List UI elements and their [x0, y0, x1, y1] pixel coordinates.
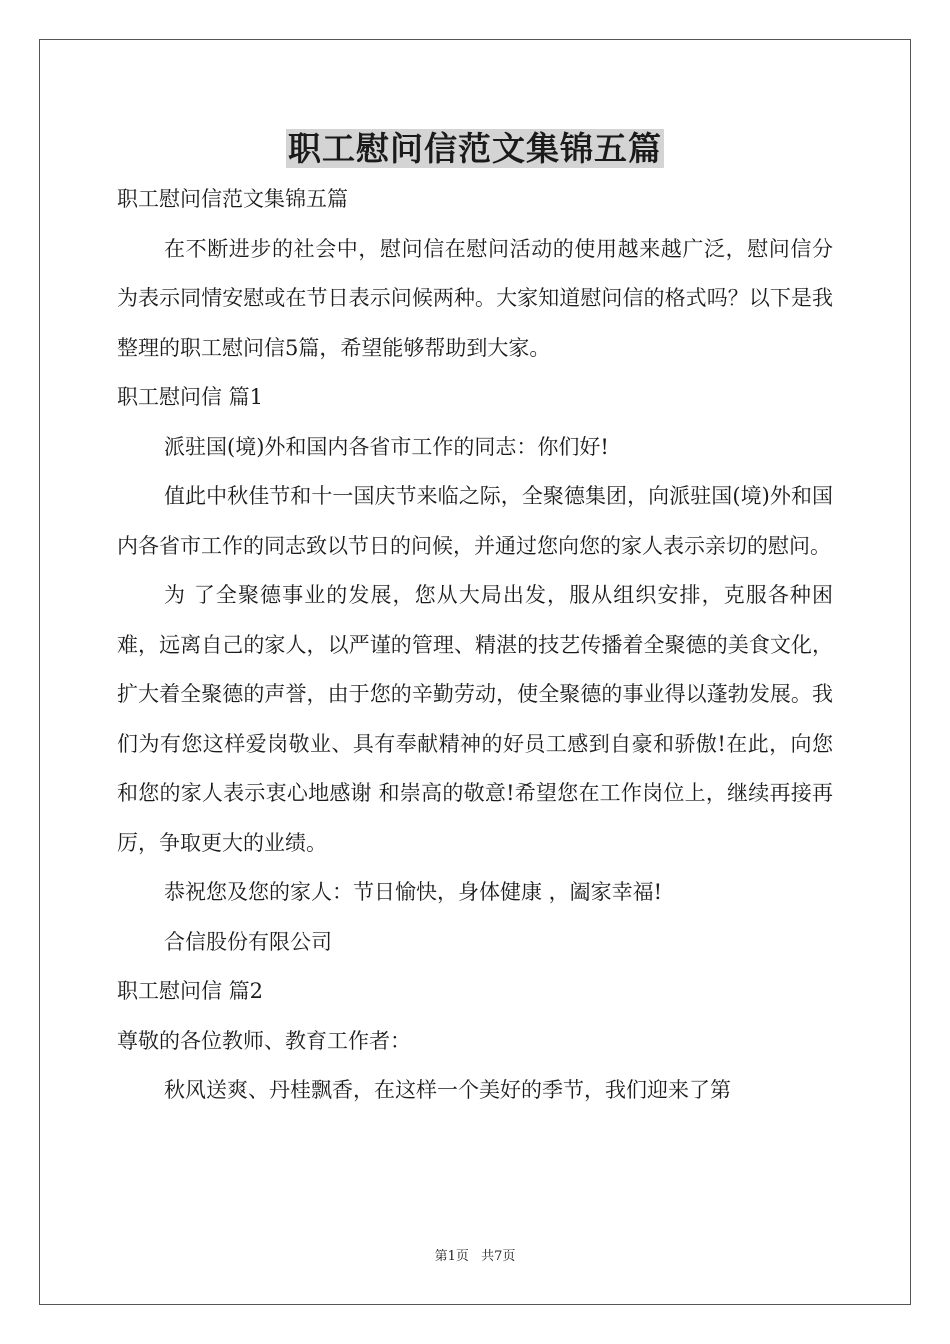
body-paragraph: 值此中秋佳节和十一国庆节来临之际，全聚德集团，向派驻国(境)外和国内各省市工作的同志致以节日的问候，并通过您向您的家人表示亲切的慰问。 [117, 484, 833, 558]
page-total: 共7页 [481, 1249, 516, 1264]
page-footer [0, 1248, 950, 1266]
document-title [0, 124, 950, 174]
salutation: 尊敬的各位教师、教育工作者： [117, 1028, 411, 1053]
body-paragraph: 派驻国(境)外和国内各省市工作的同志：你们好! [164, 434, 609, 459]
body-paragraph: 职工慰问信范文集锦五篇 [117, 187, 348, 211]
document-body [117, 175, 833, 1116]
body-paragraph: 恭祝您及您的家人：节日愉快，身体健康 ，阖家幸福! [164, 880, 663, 904]
section-heading: 职工慰问信 篇1 [117, 385, 264, 409]
body-paragraph: 秋风送爽、丹桂飘香，在这样一个美好的季节，我们迎来了第 [164, 1078, 731, 1102]
document-title-text: 职工慰问信范文集锦五篇 [288, 129, 662, 168]
signature-line: 合信股份有限公司 [164, 929, 332, 954]
body-paragraph: 为 了全聚德事业的发展，您从大局出发，服从组织安排，克服各种困难，远离自己的家人，以严谨的管理、精湛的技艺传播着全聚德的美食文化，扩大着全聚德的声誉，由于您的辛勤劳动，使全聚德的事业得以蓬勃发展。我们为有您这样爱岗敬业、具有奉献精神的好员工感到自豪和骄傲!在此，向您和您的家人表示衷心地感谢 和崇高的敬意!希望您在工作岗位上，继续再接再厉，争取更大的业绩。 [117, 583, 833, 855]
body-paragraph: 在不断进步的社会中，慰问信在慰问活动的使用越来越广泛，慰问信分为表示同情安慰或在节日表示问候两种。大家知道慰问信的格式吗？以下是我整理的职工慰问信5篇，希望能够帮助到大家。 [117, 236, 833, 360]
section-heading: 职工慰问信 篇2 [117, 979, 264, 1003]
page-number: 第1页 [434, 1249, 469, 1264]
